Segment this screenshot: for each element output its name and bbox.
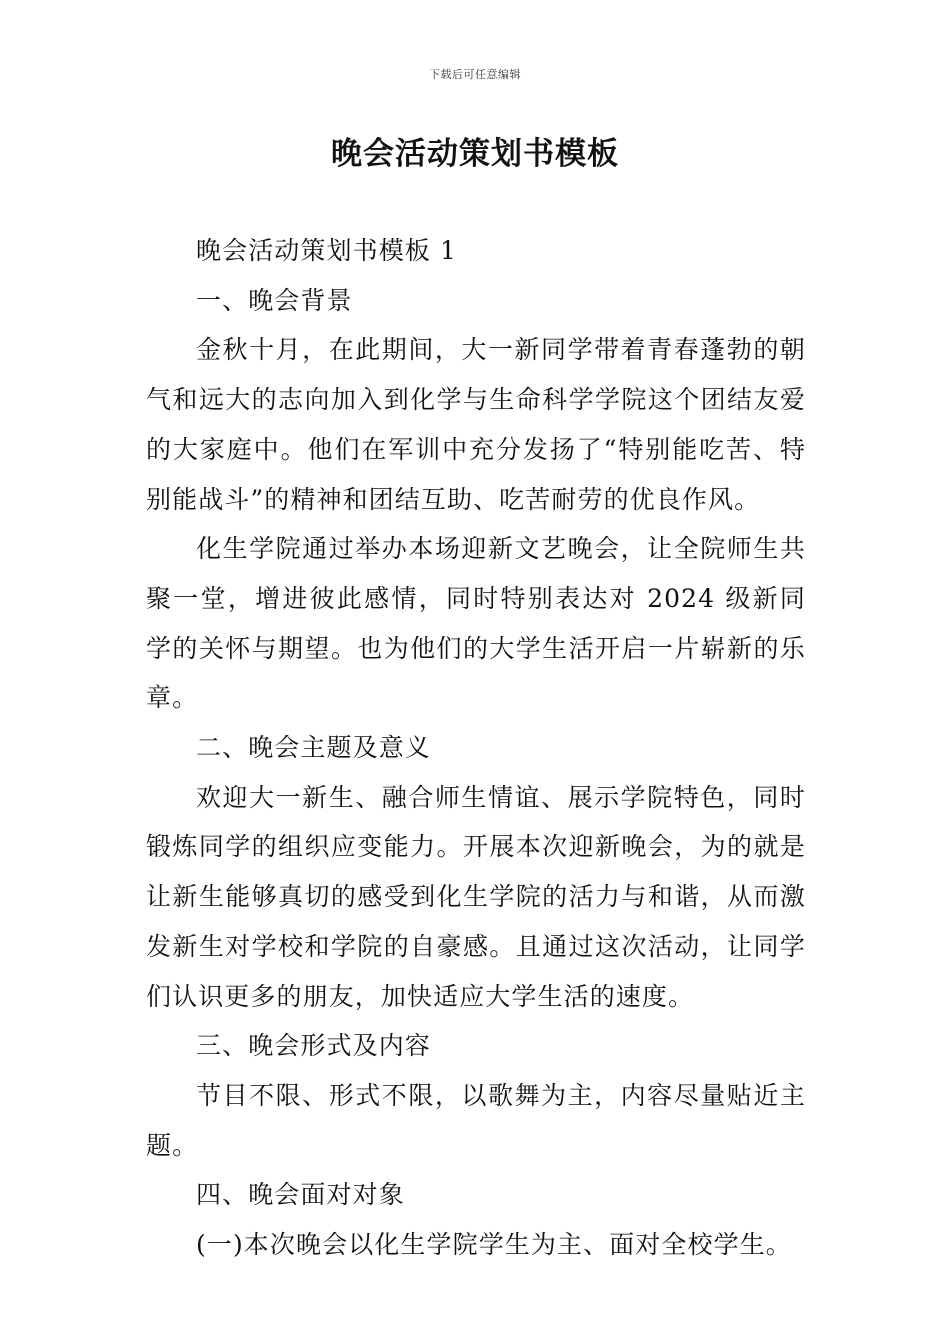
document-body (146, 226, 806, 1270)
subtitle-line: 晚会活动策划书模板 1 (196, 236, 457, 265)
section-heading-format: 三、晚会形式及内容 (196, 1031, 431, 1061)
header-note: 下载后可任意编辑 (429, 68, 521, 81)
document-title: 晚会活动策划书模板 (331, 136, 619, 172)
section-heading-audience: 四、晚会面对对象 (196, 1180, 405, 1210)
paragraph-purpose: 化生学院通过举办本场迎新文艺晚会，让全院师生共聚一堂，增进彼此感情，同时特别表达对 2024 级新同学的关怀与期望。也为他们的大学生活开启一片崭新的乐章。 (146, 534, 806, 713)
paragraph-audience: (一)本次晚会以化生学院学生为主、面对全校学生。 (196, 1230, 792, 1260)
paragraph-background: 金秋十月，在此期间，大一新同学带着青春蓬勃的朝气和远大的志向加入到化学与生命科学学院这个团结友爱的大家庭中。他们在军训中充分发扬了“特别能吃苦、特别能战斗”的精神和团结互助、吃苦耐劳的优良作风。 (146, 335, 806, 514)
paragraph-theme: 欢迎大一新生、融合师生情谊、展示学院特色，同时锻炼同学的组织应变能力。开展本次迎新晚会，为的就是让新生能够真切的感受到化生学院的活力与和谐，从而激发新生对学校和学院的自豪感。且通过这次活动，让同学们认识更多的朋友，加快适应大学生活的速度。 (146, 782, 806, 1011)
section-heading-theme: 二、晚会主题及意义 (196, 733, 431, 763)
section-heading-background: 一、晚会背景 (196, 285, 353, 315)
paragraph-format: 节目不限、形式不限，以歌舞为主，内容尽量贴近主题。 (146, 1080, 806, 1160)
